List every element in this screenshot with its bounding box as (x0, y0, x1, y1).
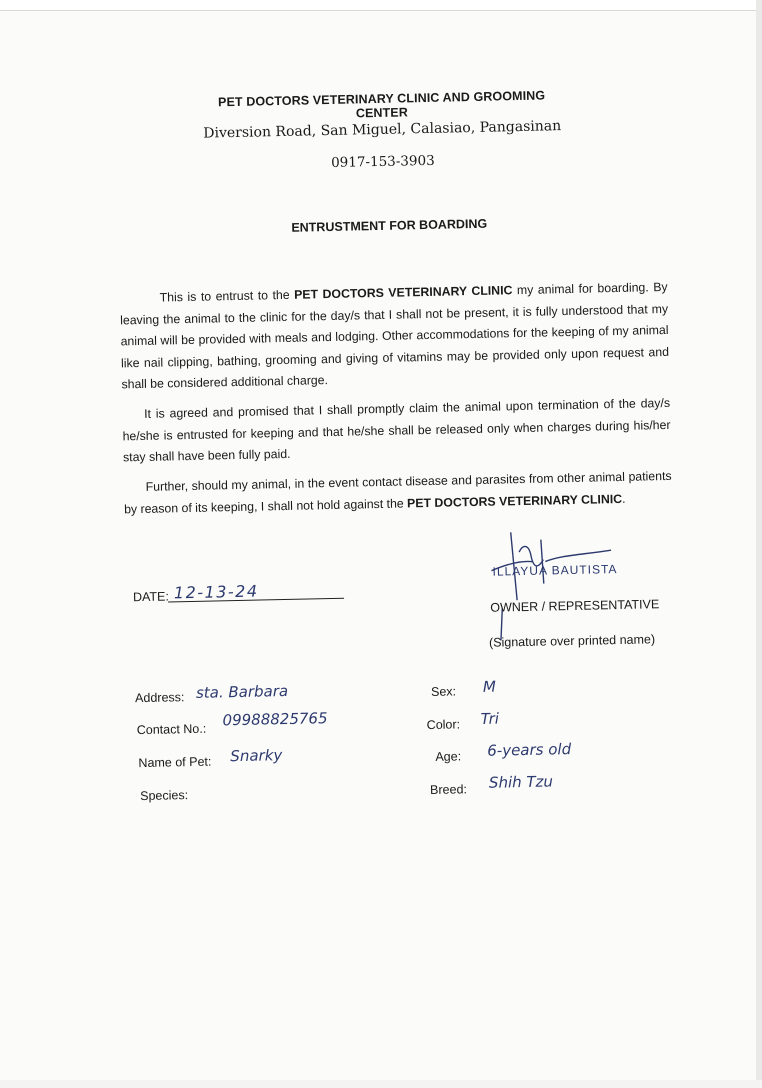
date-value: 12-13-24 (173, 581, 259, 603)
signature-printed-name: ILLAYUA BAUTISTA (492, 562, 618, 579)
pet-name-label: Name of Pet: (138, 754, 212, 771)
paragraph-disease-pre: Further, should my animal, in the event contact disease and parasites from other animal patients by reason of its keeping, I shall not hold against the (123, 468, 672, 516)
document-title: ENTRUSTMENT FOR BOARDING (291, 216, 488, 235)
contact-label: Contact No.: (136, 721, 207, 738)
paragraph-entrust-pre: This is to entrust to the (159, 287, 295, 305)
age-value: 6-years old (487, 740, 572, 760)
pet-name-value: Snarky (230, 746, 283, 766)
clinic-phone: 0917-153-3903 (330, 152, 435, 171)
paragraph-disease-clinic: PET DOCTORS VETERINARY CLINIC (406, 491, 623, 510)
breed-label: Breed: (429, 782, 468, 798)
clinic-address: Diversion Road, San Miguel, Calasiao, Pangasinan (203, 118, 562, 142)
paragraph-claim-text: It is agreed and promised that I shall promptly claim the animal upon termination of the day/s he/she is entrusted for keeping and that he/she shall be released only when charges during his/her stay shall have been fully paid. (122, 395, 671, 465)
color-label: Color: (426, 717, 461, 733)
address-value: sta. Barbara (195, 681, 289, 702)
paragraph-disease-post: . (621, 491, 626, 506)
paragraph-disease (123, 466, 672, 520)
paragraph-entrust-clinic: PET DOCTORS VETERINARY CLINIC (293, 283, 513, 302)
signature-role: OWNER / REPRESENTATIVE (490, 597, 660, 615)
address-label: Address: (134, 690, 185, 706)
signature-note: (Signature over printed name) (488, 632, 656, 650)
date-label: DATE: (132, 589, 170, 605)
sex-value: M (482, 677, 497, 696)
breed-value: Shih Tzu (488, 772, 554, 792)
color-value: Tri (480, 709, 500, 728)
paragraph-entrust-post: my animal for boarding. By leaving the animal to the clinic for the day/s that I shall not be present, it is fully understood that my animal will be provided with meals and lodging. Other accommodations for the keeping of my animal like nail clipping, bathing, grooming and giving of vitamins may be provided only upon request and shall be considered additional charge. (120, 279, 670, 392)
age-label: Age: (435, 749, 462, 764)
sex-label: Sex: (430, 684, 457, 699)
clinic-name: PET DOCTORS VETERINARY CLINIC AND GROOMING CENTER (217, 88, 546, 121)
paragraph-claim (122, 393, 671, 469)
contact-value: 09988825765 (222, 709, 328, 730)
species-label: Species: (140, 788, 189, 804)
signature-scribble (471, 520, 633, 643)
paragraph-entrust (120, 277, 670, 396)
